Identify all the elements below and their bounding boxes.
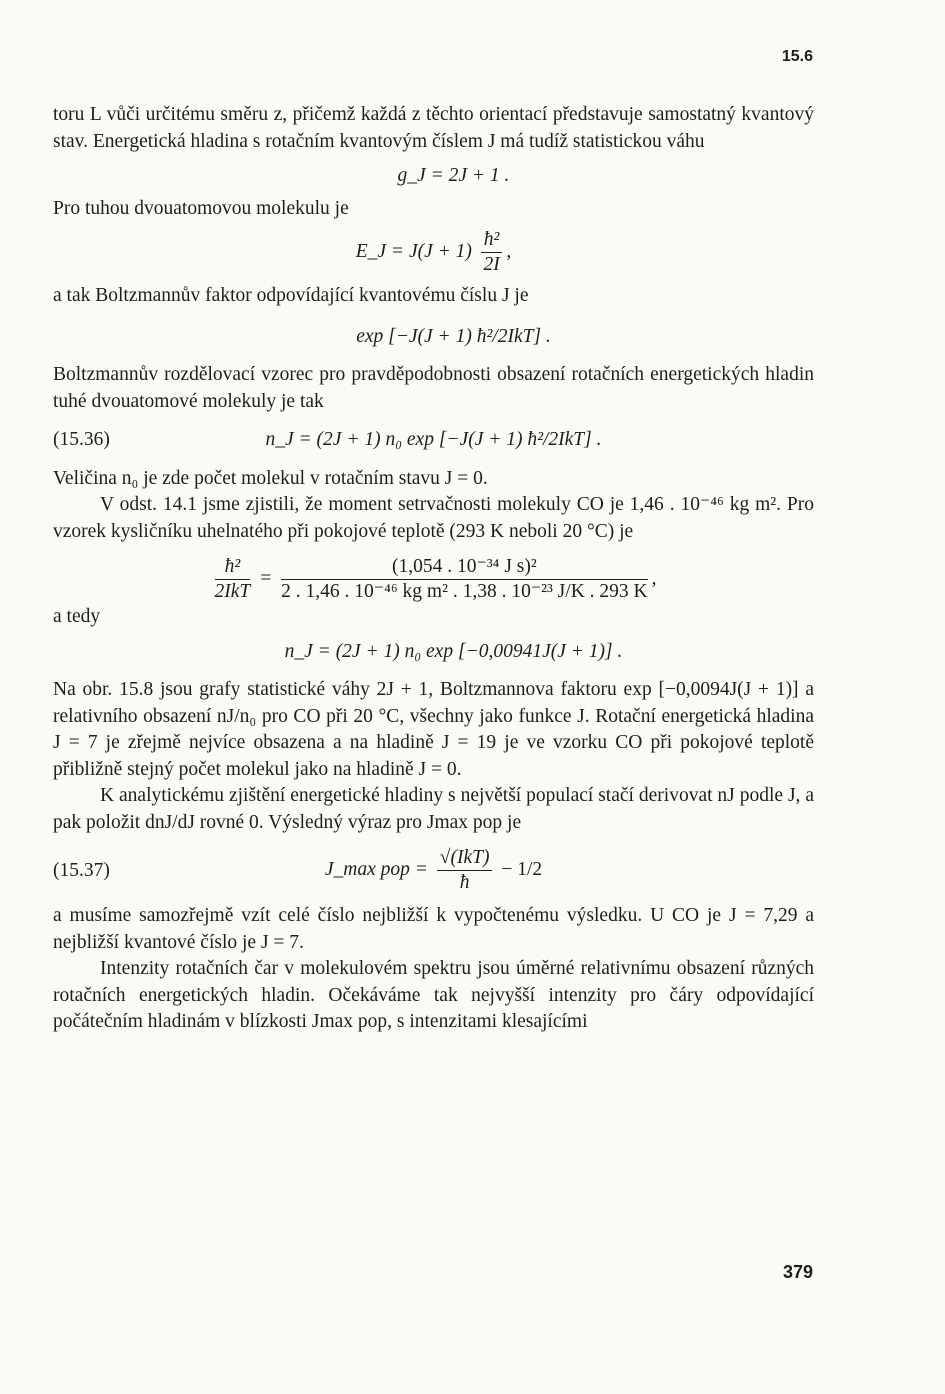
equation-numeric-lhs [215, 555, 251, 604]
equation-energy-denominator: 2I [483, 254, 500, 275]
paragraph-7: a tedy [53, 606, 101, 627]
paragraph-9: K analytickému zjištění energetické hladiny s největší populací stačí derivovat nJ podle J, a pak položit dnJ/dJ rovné 0. Výsledný výraz pro Jmax pop je [53, 785, 814, 833]
paragraph-10: a musíme samozřejmě vzít celé číslo nejbližší k vypočtenému výsledku. U CO je J = 7,29 a nejbližší kvantové číslo je J = 7. [53, 905, 814, 953]
paragraph-4: Boltzmannův rozdělovací vzorec pro pravděpodobnosti obsazení rotačních energetických hladin tuhé dvouatomové molekuly je tak [53, 364, 814, 412]
section-number: 15.6 [781, 48, 813, 65]
paragraph-5: Veličina n₀ je zde počet molekul v rotačním stavu J = 0. [53, 467, 488, 489]
equation-15-37-tail: − 1/2 [501, 858, 543, 880]
equation-population: n_J = (2J + 1) n₀ exp [−0,00941J(J + 1)] . [284, 640, 623, 662]
paragraph-3: a tak Boltzmannův faktor odpovídající kvantovému číslu J je [53, 285, 529, 306]
equation-boltzmann-factor: exp [−J(J + 1) ħ²/2IkT] . [356, 325, 551, 347]
equation-energy-fraction [481, 228, 503, 277]
page-number: 379 [782, 1262, 813, 1282]
paragraph-2: Pro tuhou dvouatomovou molekulu je [53, 197, 349, 219]
equation-15-37-label: (15.37) [53, 860, 110, 881]
equation-15-37-fraction [437, 846, 493, 895]
equation-15-36-body: n_J = (2J + 1) n₀ exp [−J(J + 1) ħ²/2IkT] . [265, 429, 602, 450]
equation-15-37-denominator: ħ [459, 872, 470, 893]
equation-energy: E_J = J(J + 1) $\frac{\text{ħ²}}{2I}$ , [355, 229, 512, 275]
paragraph-6: V odst. 14.1 jsme zjistili, že moment setrvačnosti molekuly CO je 1,46 . 10⁻⁴⁶ kg m². Pro vzorek kysličníku uhelnatého při pokojové teplotě (293 K neboli 20 °C) je [53, 494, 814, 542]
equation-statistical-weight: g_J = 2J + 1 . [397, 165, 510, 186]
equation-15-37-lhs: J_max pop = [324, 858, 428, 880]
equation-energy-lhs: E_J = J(J + 1) [355, 240, 472, 262]
equation-numeric: $\frac{\text{ħ²}}{\text{2IkT}}$ = $\frac{\text{(1,054 . 10⁻³⁴ J s)²}}{\text{2 . 1,46 . 10⁻⁴⁶ kg m² . 1,38 . 10⁻²³ J/K . 293 K}}$ , [214, 556, 657, 602]
equation-numeric-rhs-den: 2 . 1,46 . 10⁻⁴⁶ kg m² . 1,38 . 10⁻²³ J/K . 293 K [281, 581, 648, 602]
equation-15-36 [53, 427, 814, 454]
equation-numeric-rhs-num: (1,054 . 10⁻³⁴ J s)² [281, 555, 647, 580]
equation-numeric-lhs-num: ħ² [215, 555, 251, 580]
equation-numeric-lhs-den: 2IkT [214, 581, 251, 602]
paragraph-1: toru L vůči určitému směru z, přičemž každá z těchto orientací představuje samostatný kvantový stav. Energetická hladina s rotačním kvantovým číslem J má tudíž statistickou váhu [53, 104, 814, 152]
equation-15-36-label: (15.36) [53, 429, 110, 450]
paragraph-8: Na obr. 15.8 jsou grafy statistické váhy 2J + 1, Boltzmannova faktoru exp [−0,0094J(J + 1)] a relativního obsazení nJ/n₀ pro CO při 20 °C, všechny jako funkce J. Rotační energetická hladina J = 7 je zřejmě nejvíce obsazena a na hladině J = 19 je ve vzorku CO při pokojové teplotě přibližně stejný počet molekul jako na hladině J = 0. [53, 679, 814, 780]
equation-15-37-numerator: √(IkT) [437, 846, 493, 871]
paragraph-11: Intenzity rotačních čar v molekulovém spektru jsou úměrné relativnímu obsazení různých rotačních energetických hladin. Očekáváme tak nejvyšší intenzity pro čáry odpovídající počátečním hladinám v blízkosti Jmax pop, s intenzitami klesajícími [53, 958, 814, 1032]
equation-15-37 [53, 846, 814, 895]
page-body [53, 102, 814, 1036]
equation-numeric-rhs [281, 555, 647, 604]
equation-energy-numerator: ħ² [481, 228, 503, 253]
